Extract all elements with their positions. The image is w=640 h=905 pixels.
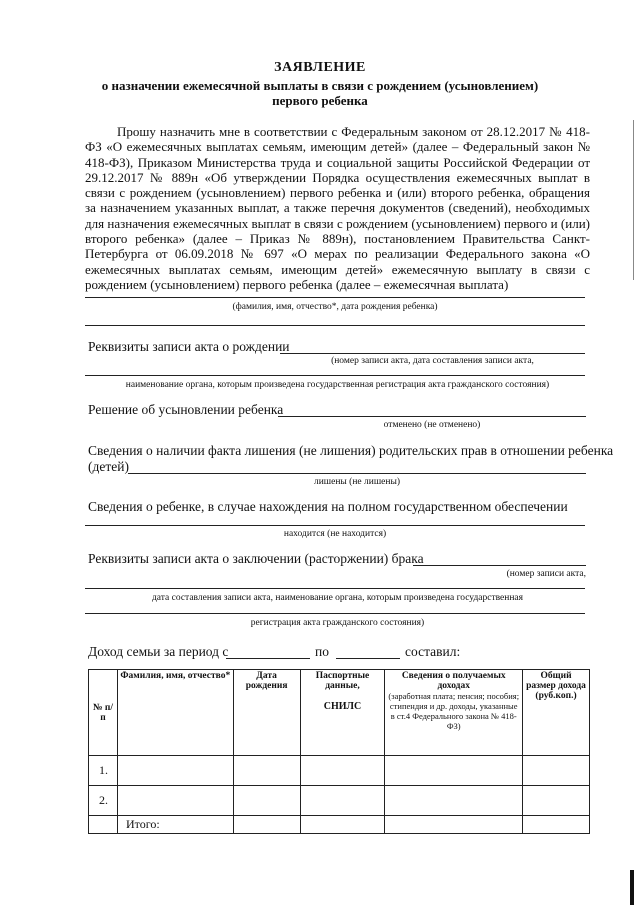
child-info-line[interactable] <box>85 297 585 298</box>
marriage-line[interactable] <box>413 565 586 566</box>
total-label: Итого: <box>117 816 233 834</box>
income-table <box>88 669 590 834</box>
table-row <box>89 786 590 816</box>
header-num: № п/п <box>89 670 118 756</box>
row-cell[interactable] <box>385 786 523 816</box>
deprivation-line[interactable] <box>128 473 586 474</box>
row-cell[interactable] <box>300 786 385 816</box>
header-name: Фамилия, имя, отчество* <box>117 670 233 756</box>
row-cell[interactable] <box>233 786 300 816</box>
birth-record-caption: (номер записи акта, дата составления записи акта, <box>331 356 534 366</box>
header-total: Общий размер дохода (руб.коп.) <box>523 670 590 756</box>
header-birth: Дата рождения <box>233 670 300 756</box>
deprivation-label: Сведения о наличии факта лишения (не лишения) родительских прав в отношении ребенка <box>88 443 614 458</box>
row-cell[interactable] <box>117 786 233 816</box>
header-income <box>385 670 523 756</box>
row-cell[interactable] <box>385 816 523 834</box>
marriage-caption-2: дата составления записи акта, наименование органа, которым произведена государственная <box>151 593 524 603</box>
header-snils-label: СНИЛС <box>323 701 362 712</box>
row-cell[interactable] <box>233 816 300 834</box>
marriage-line-3[interactable] <box>85 613 585 614</box>
income-period-prefix: Доход семьи за период с <box>88 644 229 659</box>
row-cell[interactable] <box>117 756 233 786</box>
adoption-line[interactable] <box>278 416 586 417</box>
row-number: 1. <box>89 756 118 786</box>
header-income-title: Сведения о получаемых доходах <box>401 671 506 691</box>
state-support-line[interactable] <box>85 525 585 526</box>
marriage-caption: (номер записи акта, <box>506 569 586 579</box>
income-period-from-line[interactable] <box>226 658 310 659</box>
birth-record-line-2[interactable] <box>85 375 585 376</box>
row-cell[interactable] <box>233 756 300 786</box>
form-subtitle-line1: о назначении ежемесячной выплаты в связи с рождением (усыновлением) <box>101 78 539 93</box>
scan-edge-mark <box>630 870 634 905</box>
header-passport-label: Паспортные данные, <box>315 671 370 691</box>
row-cell[interactable] <box>385 756 523 786</box>
table-total-row <box>89 816 590 834</box>
state-support-caption: находится (не находится) <box>283 529 387 539</box>
header-income-note: (заработная плата; пенсия; пособия; стипендия и др. доходы, указанные в ст.4 Федерального закона № 418-ФЗ) <box>388 691 520 731</box>
row-cell[interactable] <box>523 816 590 834</box>
scan-edge-mark <box>633 120 634 280</box>
table-row <box>89 756 590 786</box>
income-period-mid: по <box>315 644 329 659</box>
marriage-caption-3: регистрация акта гражданского состояния) <box>250 618 425 628</box>
row-cell[interactable] <box>523 786 590 816</box>
income-period-suffix: составил: <box>405 644 461 659</box>
row-number: 2. <box>89 786 118 816</box>
birth-record-label: Реквизиты записи акта о рождении <box>88 339 290 354</box>
intro-paragraph: Прошу назначить мне в соответствии с Федеральным законом от 28.12.2017 № 418-ФЗ «О ежемесячных выплатах семьям, имеющим детей» (далее – Федеральный закон № 418-ФЗ), Приказом Министерства труда и социальной защиты Российской Федерации от 29.12.2017 № 889н «Об утверждении Порядка осуществления ежемесячных выплат в связи с рождением (усыновлением) первого ребенка и (или) второго ребенка, обращения за назначением указанных выплат, а также перечня документов (сведений), необходимых для назначения ежемесячных выплат в связи с рождением (усыновлением) первого и (или) второго ребенка» (далее – Приказ № 889н), постановлением Правительства Санкт-Петербурга от 06.09.2018 № 697 «О мерах по реализации Федерального закона «О ежемесячных выплатах семьям, имеющим детей» ежемесячную выплату в связи с рождением (усыновлением) первого ребенка (далее – ежемесячная выплата) <box>85 124 590 292</box>
deprivation-caption: лишены (не лишены) <box>313 477 401 487</box>
form-title: ЗАЯВЛЕНИЕ <box>274 60 366 75</box>
total-empty-cell <box>89 816 118 834</box>
form-subtitle-line2: первого ребенка <box>272 93 368 108</box>
marriage-line-2[interactable] <box>85 588 585 589</box>
state-support-label: Сведения о ребенке, в случае нахождения на полном государственном обеспечении <box>88 499 568 514</box>
row-cell[interactable] <box>300 816 385 834</box>
deprivation-label-2: (детей) <box>88 459 129 474</box>
adoption-caption: отменено (не отменено) <box>383 420 481 430</box>
child-info-caption: (фамилия, имя, отчество*, дата рождения ребенка) <box>232 302 438 312</box>
income-period-to-line[interactable] <box>336 658 400 659</box>
row-cell[interactable] <box>523 756 590 786</box>
adoption-label: Решение об усыновлении ребенка <box>88 402 284 417</box>
row-cell[interactable] <box>300 756 385 786</box>
marriage-label: Реквизиты записи акта о заключении (расторжении) брака <box>88 551 424 566</box>
birth-record-line[interactable] <box>280 353 585 354</box>
header-passport <box>300 670 385 756</box>
birth-record-caption-2: наименование органа, которым произведена государственная регистрация акта гражданского состояния) <box>125 380 550 390</box>
child-info-line-2[interactable] <box>85 325 585 326</box>
